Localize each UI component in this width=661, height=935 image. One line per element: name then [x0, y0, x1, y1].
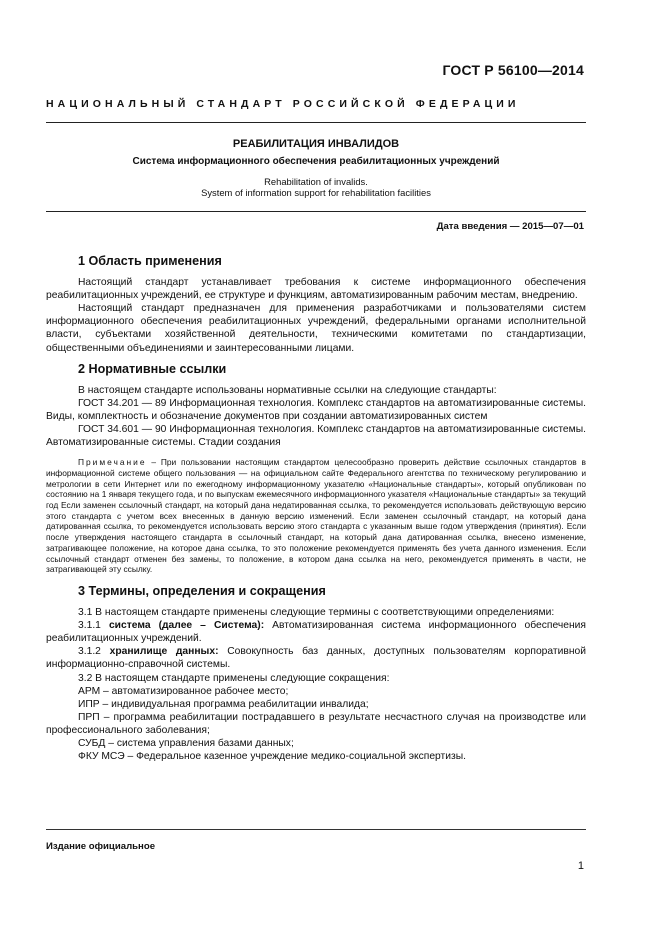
section-1-heading: 1 Область применения	[78, 254, 222, 268]
footer-divider	[46, 829, 586, 830]
introduction-date: Дата введения — 2015—07—01	[436, 221, 584, 232]
abbreviation-prp: ПРП – программа реабилитации пострадавшего в результате несчастного случая на производстве или профессионального заболевания;	[46, 711, 586, 736]
term-number: 3.1.1	[78, 620, 109, 632]
abbreviation-subd: СУБД – система управления базами данных;	[78, 737, 294, 749]
term-number: 3.1.2	[78, 646, 110, 658]
official-edition-label: Издание официальное	[46, 841, 156, 852]
section-1-paragraph-1: Настоящий стандарт устанавливает требования к системе информационного обеспечения реабилитационных учреждений, ее структуре и функциям, автоматизированным рабочим местам, внедрению.	[46, 277, 586, 302]
gost-number: ГОСТ Р 56100—2014	[442, 62, 584, 78]
term-name: хранилище данных:	[109, 646, 219, 658]
abbreviation-ipr: ИПР – индивидуальная программа реабилитации инвалида;	[78, 698, 369, 710]
term-3-1-2	[46, 645, 586, 671]
clause-3-2: 3.2 В настоящем стандарте применены следующие сокращения:	[78, 672, 390, 684]
abbreviation-arm: АРМ – автоматизированное рабочее место;	[78, 685, 289, 697]
term-definition: Автоматизированная система информационного обеспечения реабилитационных учреждений.	[46, 620, 586, 645]
note-text: – При пользовании настоящим стандартом целесообразно проверить действие ссылочных стандартов в информационной системе общего пользования — на официальном сайте Федерального агентства по техническому регулированию и метрологии в сети Интернет или по ежегодному информационному указателю «Национальные стандарты», который опубликован по состоянию на 1 января текущего года, и по выпускам ежемесячного информационного указателя «Национальные стандарты» за текущий год Если заменен ссылочный стандарт, на который дана недатированная ссылка, то рекомендуется использовать действующую версию этого стандарта с учетом всех внесенных в данную версию изменений. Если заменен ссылочный стандарт, на который дана датированная ссылка, то рекомендуется использовать версию этого стандарта с указанным выше годом утверждения (принятия). Если после утверждения настоящего стандарта в ссылочный стандарт, на который дана датированная ссылка, внесено изменение, затрагивающее положение, на которое дана ссылка, то это положение рекомендуется применять без учета данного изменения. Если ссылочный стандарт отменен без замены, то положение, в котором дана ссылка на него, рекомендуется применять в части, не затрагивающей эту ссылку.	[46, 457, 586, 575]
english-title	[46, 176, 586, 198]
section-2-paragraph-1: В настоящем стандарте использованы нормативные ссылки на следующие стандарты:	[78, 384, 497, 396]
reference-gost-34-601: ГОСТ 34.601 — 90 Информационная технология. Комплекс стандартов на автоматизированные системы. Автоматизированные системы. Стадии создания	[46, 424, 586, 449]
national-standard-header: НАЦИОНАЛЬНЫЙ СТАНДАРТ РОССИЙСКОЙ ФЕДЕРАЦИИ	[46, 98, 520, 110]
document-subtitle: Система информационного обеспечения реабилитационных учреждений	[132, 156, 500, 167]
note-label: Примечание	[78, 457, 147, 468]
section-2-heading: 2 Нормативные ссылки	[78, 361, 227, 376]
term-name: система (далее – Система):	[108, 620, 265, 632]
clause-3-1: 3.1 В настоящем стандарте применены следующие термины с соответствующими определениями:	[78, 607, 555, 619]
abbreviation-fku-mse: ФКУ МСЭ – Федеральное казенное учреждение медико-социальной экспертизы.	[78, 751, 466, 763]
document-body	[46, 255, 586, 763]
header-divider	[46, 122, 586, 123]
section-1-paragraph-2: Настоящий стандарт предназначен для применения разработчиками и пользователями систем информационного обеспечения реабилитационных учреждений, федеральными органами исполнительной власти, субъектами хозяйственной деятельности, техническими комитетами по стандартизации, общественными объединениями и заинтересованными лицами.	[46, 303, 586, 354]
title-divider	[46, 211, 586, 212]
reference-gost-34-201: ГОСТ 34.201 — 89 Информационная технология. Комплекс стандартов на автоматизированные системы. Виды, комплектность и обозначение документов при создании автоматизированных систем	[46, 397, 586, 422]
page-number: 1	[577, 860, 584, 872]
term-definition: Совокупность баз данных, доступных пользователям корпоративной информационно-справочной системы.	[46, 646, 587, 671]
note-paragraph	[46, 457, 586, 575]
term-3-1-1	[46, 619, 586, 645]
english-title-line-1: Rehabilitation of invalids.	[264, 176, 368, 187]
document-title: РЕАБИЛИТАЦИЯ ИНВАЛИДОВ	[232, 138, 400, 150]
english-title-line-2: System of information support for rehabilitation facilities	[201, 187, 431, 198]
section-3-heading: 3 Термины, определения и сокращения	[78, 583, 326, 598]
